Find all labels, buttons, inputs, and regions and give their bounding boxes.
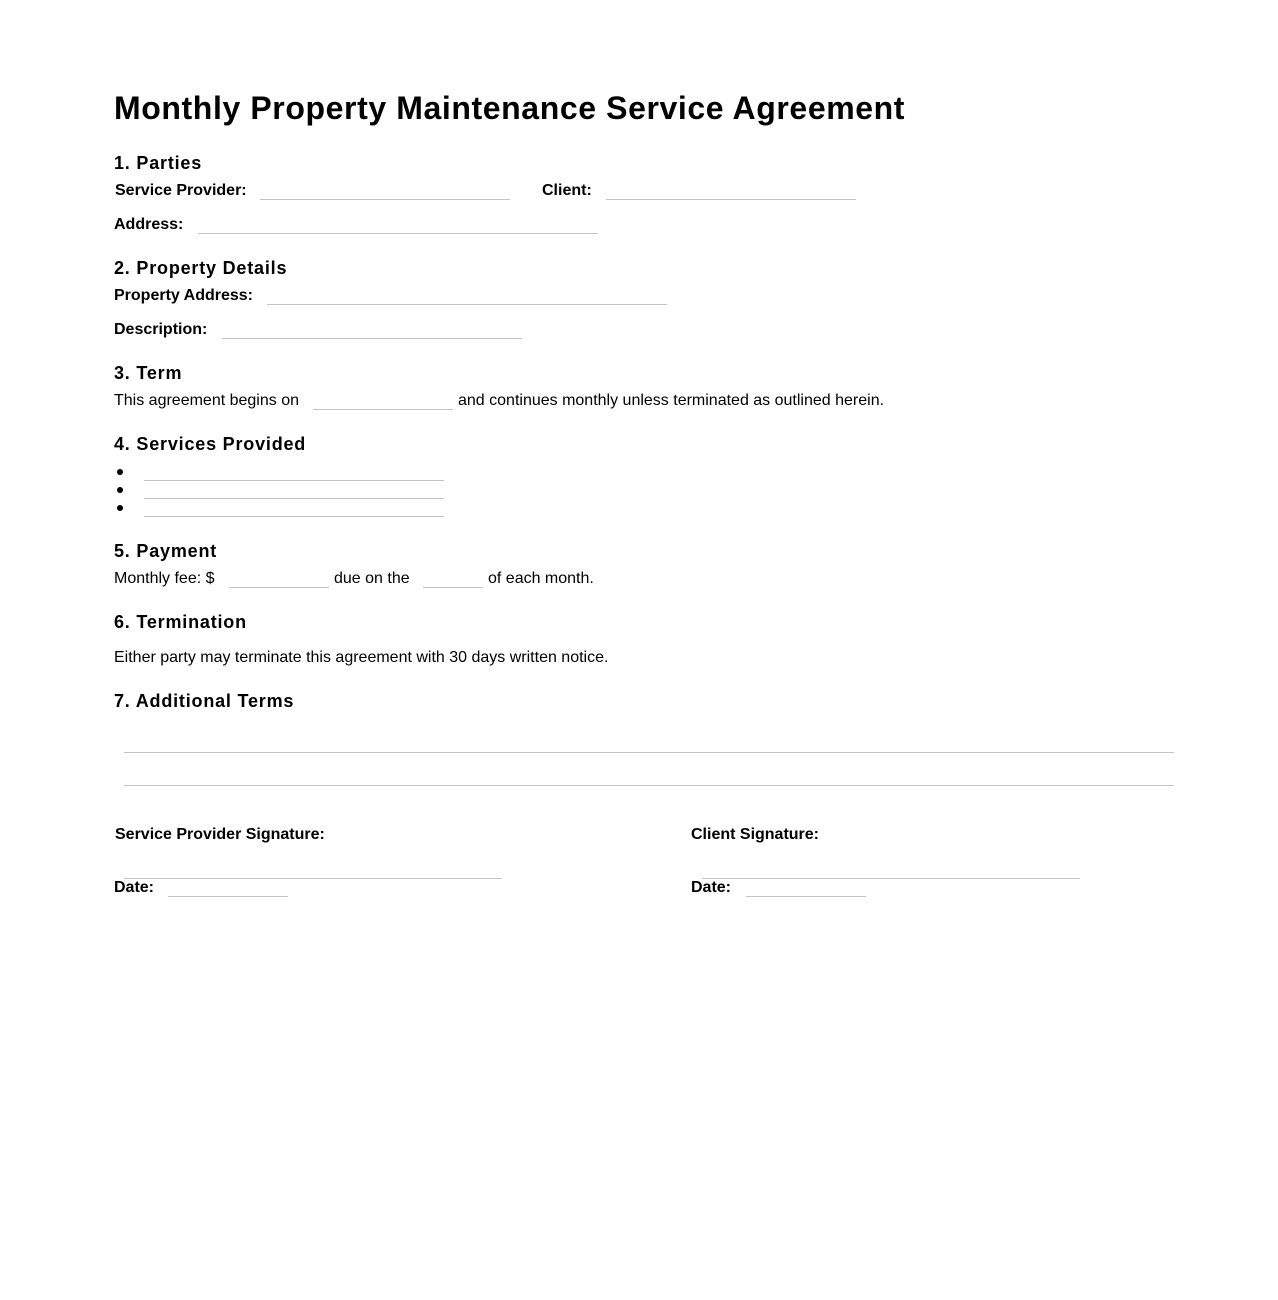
document-title: Monthly Property Maintenance Service Agreement: [114, 90, 906, 126]
client-signature-label: Client Signature:: [691, 826, 820, 843]
start-date-field[interactable]: [313, 390, 453, 410]
monthly-fee-label: Monthly fee: $: [114, 570, 215, 587]
term-text-before: This agreement begins on: [114, 392, 299, 409]
section-heading-parties: 1. Parties: [114, 153, 203, 173]
client-field[interactable]: [606, 180, 856, 200]
service-item-field[interactable]: [144, 498, 444, 517]
description-label: Description:: [114, 321, 208, 338]
service-provider-field[interactable]: [260, 180, 510, 200]
client-label: Client:: [542, 182, 592, 199]
provider-date-field[interactable]: [168, 877, 288, 897]
service-provider-label: Service Provider:: [115, 182, 247, 199]
property-address-field[interactable]: [267, 285, 667, 305]
due-on-label: due on the: [334, 570, 410, 587]
bullet-icon: [117, 487, 123, 493]
section-heading-services: 4. Services Provided: [114, 434, 307, 454]
term-text-after: and continues monthly unless terminated as outlined herein.: [458, 392, 885, 409]
additional-terms-line[interactable]: [124, 728, 1174, 753]
address-field[interactable]: [198, 214, 598, 234]
payment-suffix: of each month.: [488, 570, 594, 587]
due-day-field[interactable]: [423, 568, 483, 588]
address-label: Address:: [114, 216, 184, 233]
termination-text: Either party may terminate this agreement with 30 days written notice.: [114, 649, 609, 666]
provider-date-label: Date:: [114, 879, 155, 896]
section-heading-termination: 6. Termination: [114, 612, 247, 632]
description-field[interactable]: [222, 319, 522, 339]
section-heading-property-details: 2. Property Details: [114, 258, 288, 278]
bullet-icon: [117, 505, 123, 511]
section-heading-term: 3. Term: [114, 363, 183, 383]
property-address-label: Property Address:: [114, 287, 253, 304]
client-date-field[interactable]: [746, 877, 866, 897]
service-item-field[interactable]: [144, 480, 444, 499]
section-heading-payment: 5. Payment: [114, 541, 218, 561]
client-date-label: Date:: [691, 879, 732, 896]
provider-signature-label: Service Provider Signature:: [115, 826, 325, 843]
section-heading-additional-terms: 7. Additional Terms: [114, 691, 295, 711]
monthly-fee-field[interactable]: [229, 568, 329, 588]
additional-terms-line[interactable]: [124, 761, 1174, 786]
service-item-field[interactable]: [144, 462, 444, 481]
bullet-icon: [117, 469, 123, 475]
